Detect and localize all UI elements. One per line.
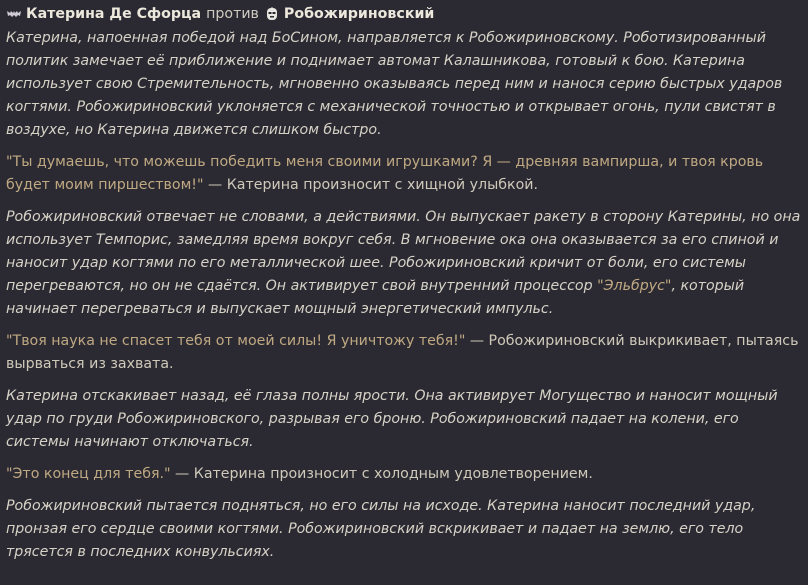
dialogue-2-quote: "Твоя наука не спасет тебя от моей силы! Я уничтожу тебя!" <box>6 333 466 349</box>
fighter2-name: Робожириновский <box>283 5 435 22</box>
fight-header <box>6 2 802 26</box>
dialogue-1 <box>6 151 802 197</box>
dialogue-2-tag: — Робожириновский выкрикивает, пытаясь вырваться из захвата. <box>6 333 799 372</box>
narration-2-after: , который начинает перегреваться и выпускает мощный энергетический импульс. <box>6 278 745 317</box>
narration-1: Катерина, напоенная победой над БоСином, направляется к Робожириновскому. Роботизированный политик замечает её приближение и поднимает автомат Калашникова, готовый к бою. Катерина использует свою Стремительность, мгновенно оказываясь перед ним и нанося серию быстрых ударов когтями. Робожириновский уклоняется с механической точностью и открывает огонь, пули свистят в воздухе, но Катерина движется слишком быстро. <box>6 30 783 138</box>
bat-icon <box>6 6 22 22</box>
fighter1-name: Катерина Де Сфорца <box>26 5 202 22</box>
narration-2 <box>6 206 802 321</box>
narration-3: Катерина отскакивает назад, её глаза полны ярости. Она активирует Могущество и наносит мощный удар по груди Робожириновского, разрывая его броню. Робожириновский падает на колени, его системы начинают отключаться. <box>6 388 778 450</box>
robot-mask-icon <box>264 6 280 22</box>
dialogue-1-quote: "Ты думаешь, что можешь победить меня своими игрушками? Я — древняя вампирша, и твоя кровь будет моим пиршеством!" <box>6 154 764 193</box>
dialogue-1-tag: — Катерина произносит с хищной улыбкой. <box>203 177 539 193</box>
dialogue-3 <box>6 463 802 486</box>
versus-label: против <box>206 5 259 22</box>
narration-4: Робожириновский пытается подняться, но его силы на исходе. Катерина наносит последний удар, пронзая его сердце своими когтями. Робожириновский вскрикивает и падает на землю, его тело трясется в последних конвульсиях. <box>6 498 756 560</box>
narration-2-highlight: "Эльбрус" <box>597 278 672 294</box>
dialogue-3-tag: — Катерина произносит с холодным удовлетворением. <box>170 466 593 482</box>
narration-2-before: Робожириновский отвечает не словами, а действиями. Он выпускает ракету в сторону Катерины, но она использует Темпорис, замедляя время вокруг себя. В мгновение ока она оказывается за его спиной и наносит удар когтями по его металлической шее. Робожириновский кричит от боли, его системы перегреваются, но он не сдаётся. Он активирует свой внутренний процессор <box>6 209 801 294</box>
dialogue-2 <box>6 330 802 376</box>
dialogue-3-quote: "Это конец для тебя." <box>6 466 171 482</box>
